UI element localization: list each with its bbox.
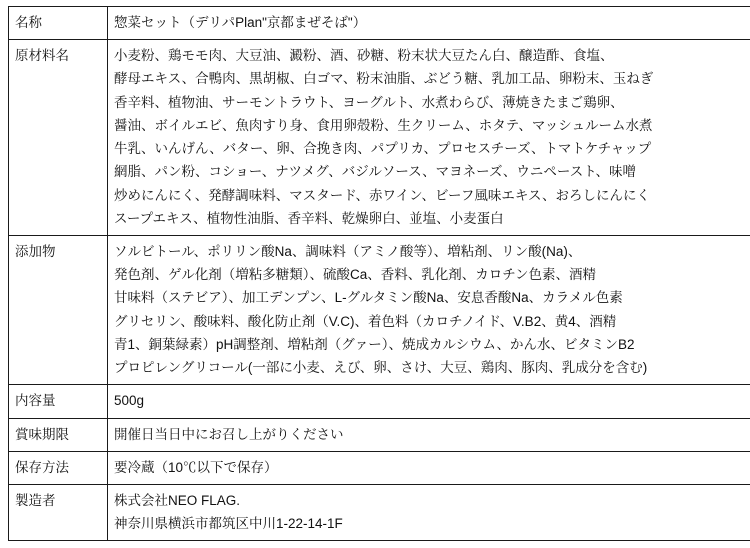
value-line: グリセリン、酸味料、酸化防止剤（V.C)、着色料（カロチノイド、V.B2、黄4、酒精 [114, 313, 617, 329]
row-key-expiry: 賞味期限 [9, 418, 108, 451]
row-value-ingredients [108, 40, 750, 236]
row-value-expiry [108, 418, 750, 451]
table-row [9, 40, 750, 236]
value-line: プロピレングリコール(一部に小麦、えび、卵、さけ、大豆、鶏肉、豚肉、乳成分を含む) [114, 360, 648, 376]
value-line: 500g [114, 393, 145, 409]
value-line: 要冷蔵（10℃以下で保存） [114, 459, 278, 475]
value-line: 神奈川県横浜市都筑区中川1-22-14-1F [114, 516, 343, 532]
row-value-additives [108, 235, 750, 384]
table-body [9, 7, 750, 541]
row-value-manufacturer [108, 484, 750, 540]
value-line: 発色剤、ゲル化剤（増粘多糖類）、硫酸Ca、香料、乳化剤、カロチン色素、酒精 [114, 267, 597, 283]
value-line: 炒めにんにく、発酵調味料、マスタード、赤ワイン、ビーフ風味エキス、おろしにんにく [114, 187, 650, 203]
value-line: 醤油、ボイルエビ、魚肉すり身、食用卵殻粉、生クリーム、ホタテ、マッシュルーム水煮 [114, 117, 653, 133]
row-value-storage [108, 451, 750, 484]
value-line: 香辛料、植物油、サーモントラウト、ヨーグルト、水煮わらび、薄焼きたまご鶏卵、 [114, 94, 624, 110]
table-row [9, 7, 750, 40]
table-row [9, 451, 750, 484]
row-key-name: 名称 [9, 7, 108, 40]
row-key-manufacturer: 製造者 [9, 484, 108, 540]
value-line: 牛乳、いんげん、バター、卵、合挽き肉、パプリカ、プロセスチーズ、トマトケチャップ [114, 141, 652, 157]
table-row [9, 235, 750, 384]
row-key-volume: 内容量 [9, 385, 108, 418]
value-line: スープエキス、植物性油脂、香辛料、乾燥卵白、並塩、小麦蛋白 [114, 210, 504, 226]
row-value-volume [108, 385, 750, 418]
table-row [9, 418, 750, 451]
row-key-ingredients: 原材料名 [9, 40, 108, 236]
value-line: 株式会社NEO FLAG. [114, 492, 241, 508]
value-line: 網脂、パン粉、コショー、ナツメグ、バジルソース、マヨネーズ、ウニペースト、味噌 [114, 164, 636, 180]
food-label-table [8, 6, 750, 541]
value-line: 酵母エキス、合鴨肉、黒胡椒、白ゴマ、粉末油脂、ぶどう糖、乳加工品、卵粉末、玉ねぎ [114, 71, 654, 87]
table-row [9, 385, 750, 418]
value-line: ソルビトール、ポリリン酸Na、調味料（アミノ酸等）、増粘剤、リン酸(Na)、 [114, 243, 582, 259]
value-line: 青1、銅葉緑素）pH調整剤、増粘剤（グァー）、焼成カルシウム、かん水、ビタミンB2 [114, 336, 635, 352]
value-line: 惣菜セット（デリパPlan"京都まぜそば"） [114, 15, 367, 30]
value-line: 甘味料（ステビア）、加工デンプン、L-グルタミン酸Na、安息香酸Na、カラメル色素 [114, 290, 623, 306]
row-key-additives: 添加物 [9, 235, 108, 384]
value-line: 小麦粉、鶏モモ肉、大豆油、澱粉、酒、砂糖、粉末状大豆たん白、醸造酢、食塩、 [114, 48, 614, 64]
table-row [9, 484, 750, 540]
value-line: 開催日当日中にお召し上がりください [114, 426, 344, 442]
row-key-storage: 保存方法 [9, 451, 108, 484]
row-value-name [108, 7, 750, 40]
